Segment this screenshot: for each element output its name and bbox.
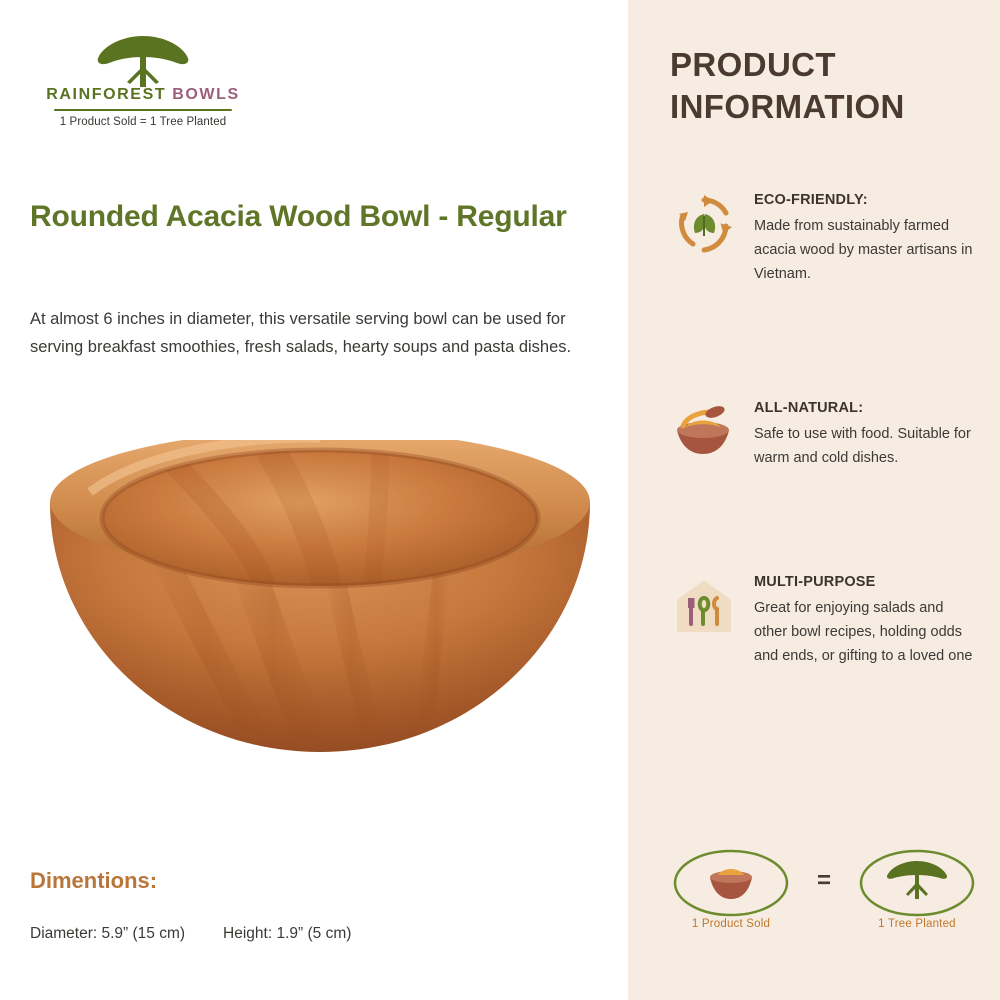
bowl-in-oval-icon	[668, 845, 794, 929]
product-image	[20, 440, 620, 800]
feature-body	[754, 190, 978, 287]
dimensions-heading: Dimentions:	[30, 868, 158, 893]
dimension-diameter: Diameter: 5.9” (15 cm)	[30, 925, 186, 942]
tree-in-oval-icon	[854, 845, 980, 929]
feature-heading: MULTI-PURPOSE	[754, 574, 876, 590]
feature-heading: ALL-NATURAL:	[754, 400, 864, 416]
feature-multi-purpose	[668, 572, 978, 669]
badge-caption-sold: 1 Product Sold	[691, 918, 771, 930]
logo-wordmark	[28, 86, 258, 104]
house-utensils-icon	[668, 572, 740, 644]
feature-text: Safe to use with food. Suitable for warm and cold dishes.	[754, 426, 971, 466]
badge-tree-planted	[854, 845, 980, 930]
recycle-leaf-icon	[668, 190, 740, 262]
badge-product-sold	[668, 845, 794, 930]
logo-tree-icon-wrap	[28, 30, 258, 92]
feature-text: Made from sustainably farmed acacia wood by master artisans in Vietnam.	[754, 218, 973, 282]
feature-eco-friendly	[668, 190, 978, 287]
badge-equals-sign: =	[816, 866, 831, 894]
bowl-illustration	[20, 440, 620, 800]
logo-tagline: 1 Product Sold = 1 Tree Planted	[59, 116, 227, 128]
panel-title: PRODUCT INFORMATION	[670, 46, 905, 125]
logo-word-rainforest: RAINFOREST	[46, 86, 167, 103]
product-description: At almost 6 inches in diameter, this versatile serving bowl can be used for serving breakfast smoothies, fresh salads, hearty soups and pasta dishes.	[30, 310, 572, 356]
dimensions-list	[30, 925, 351, 943]
logo-word-bowls: BOWLS	[172, 86, 240, 103]
feature-body	[754, 572, 978, 669]
product-information-panel	[628, 0, 1000, 1000]
feature-all-natural	[668, 398, 978, 471]
brand-logo	[28, 30, 258, 128]
acacia-tree-icon	[83, 30, 203, 92]
feature-heading: ECO-FRIENDLY:	[754, 192, 868, 208]
feature-body	[754, 398, 978, 471]
feature-text: Great for enjoying salads and other bowl recipes, holding odds and ends, or gifting to a loved one	[754, 600, 973, 664]
sold-equals-planted-badge	[668, 845, 980, 930]
page-title: Rounded Acacia Wood Bowl - Regular	[30, 200, 567, 233]
badge-caption-planted: 1 Tree Planted	[878, 918, 956, 930]
dimension-height: Height: 1.9” (5 cm)	[223, 925, 352, 942]
logo-underline	[54, 109, 232, 111]
bowl-spoon-icon	[668, 398, 740, 470]
